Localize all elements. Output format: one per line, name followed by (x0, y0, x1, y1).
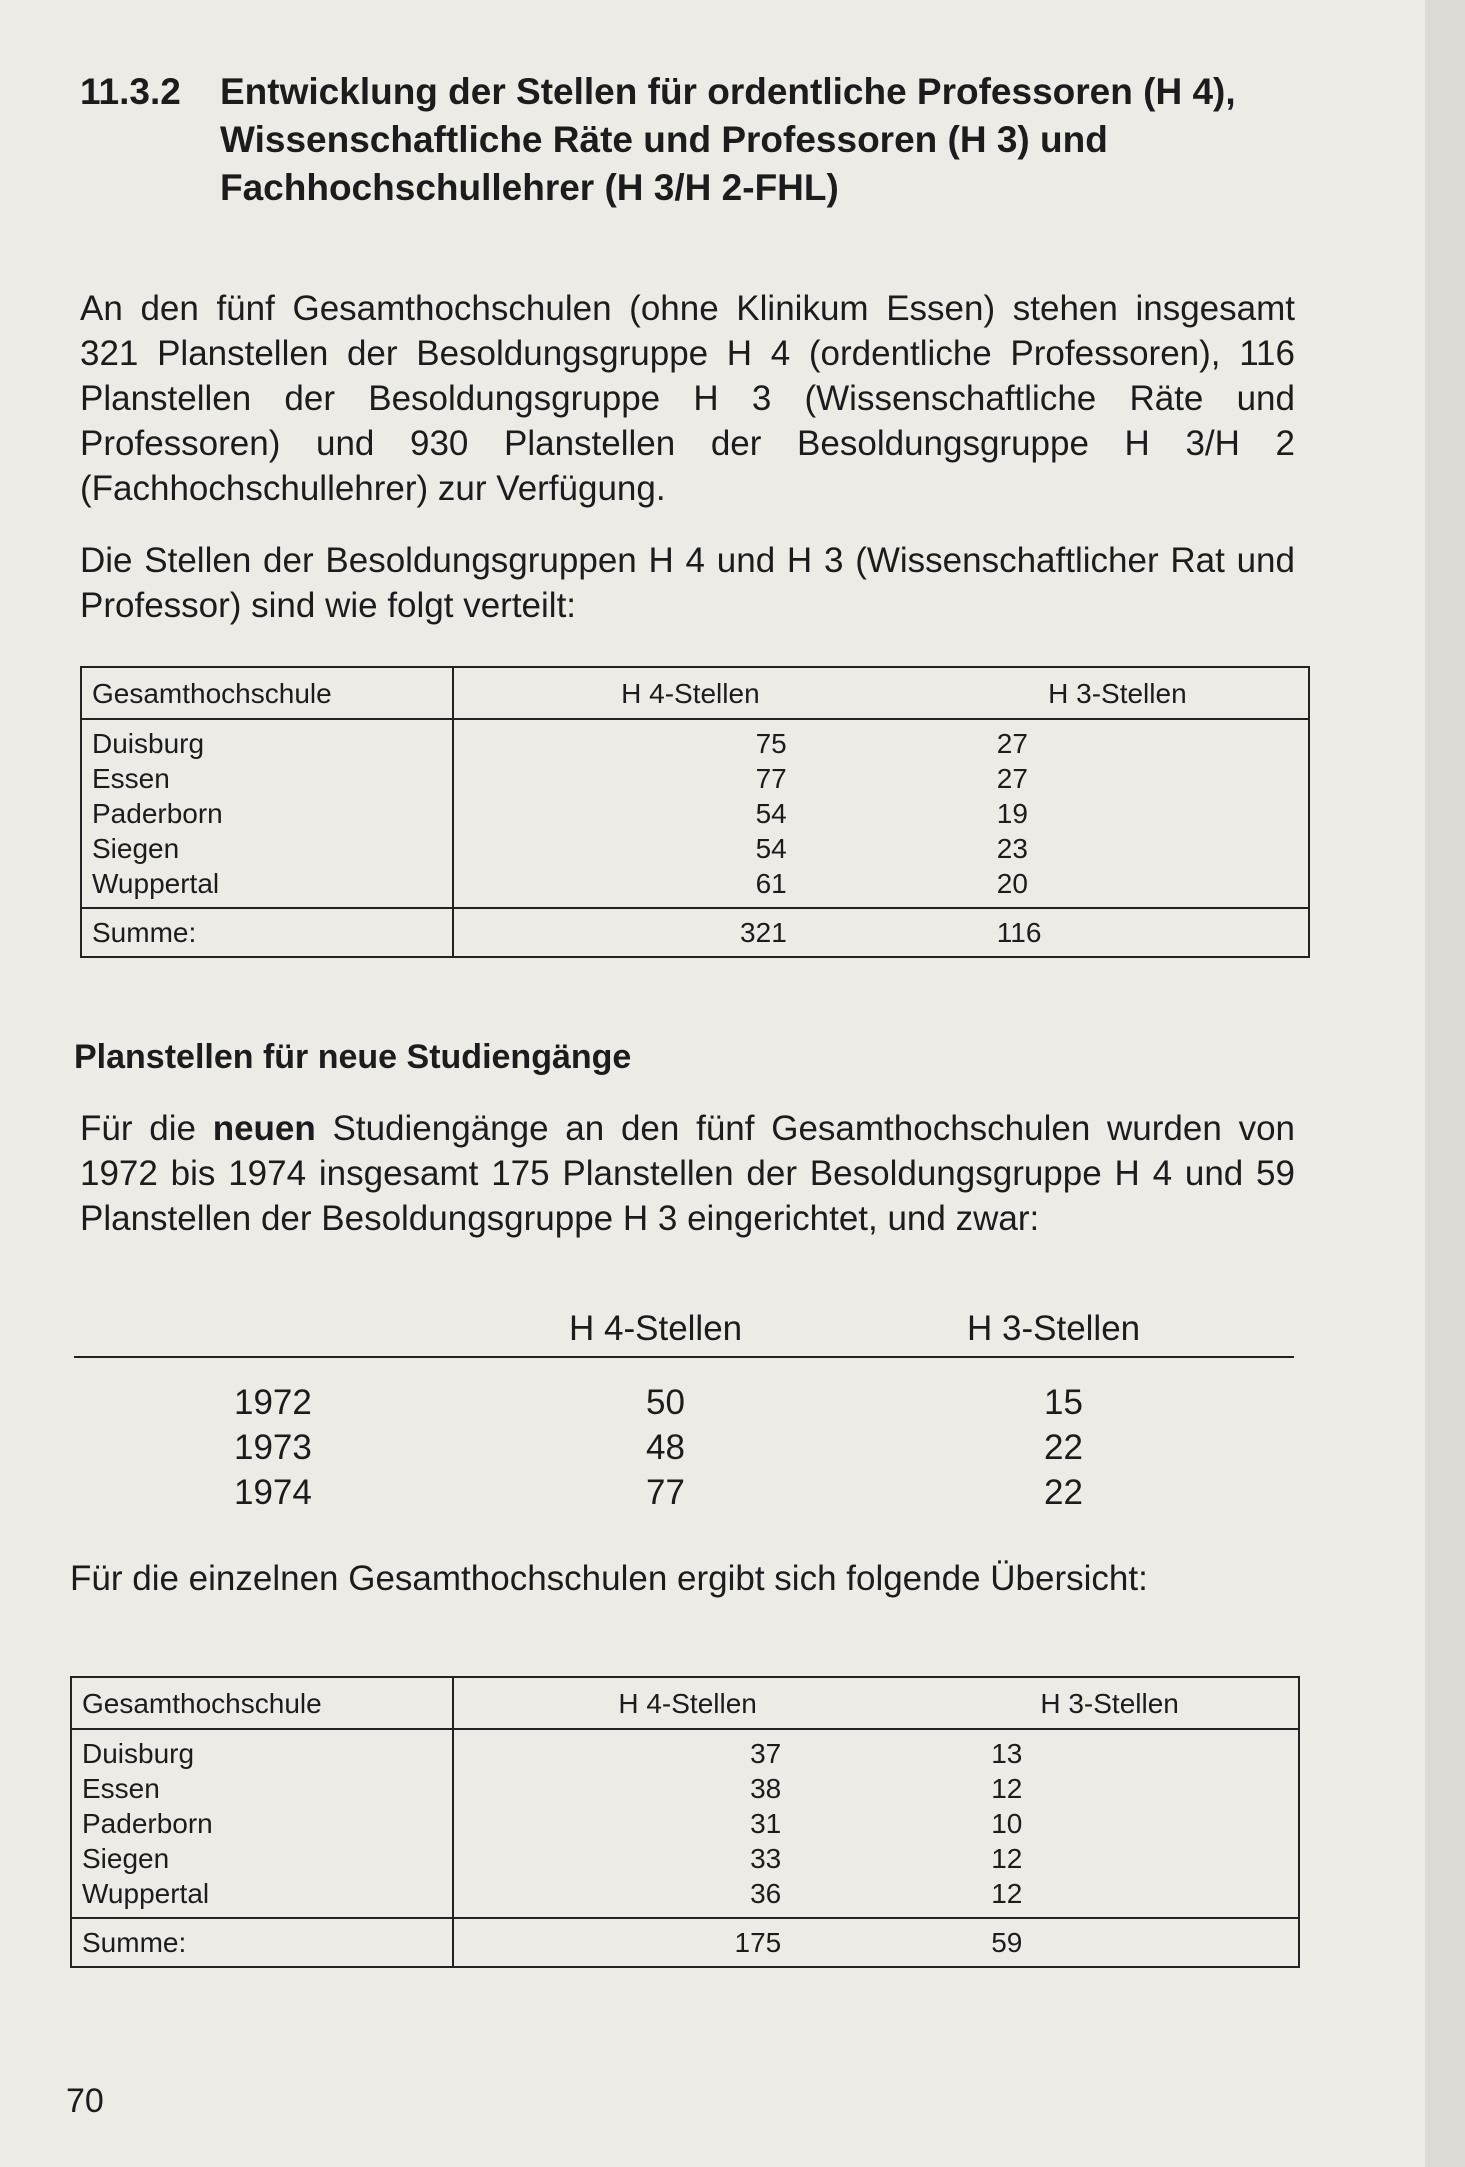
school-name: Essen (82, 1773, 160, 1804)
h3-values-cell (921, 1729, 1299, 1918)
h4-value: 75 (755, 728, 787, 759)
h3-value: 23 (996, 833, 1028, 864)
years-column (234, 1380, 312, 1515)
school-name: Duisburg (92, 728, 205, 759)
table-sum-row (81, 908, 1309, 957)
year-label: 1972 (234, 1383, 312, 1422)
subheading-neue-studiengaenge: Planstellen für neue Studiengänge (74, 1038, 632, 1076)
h4-value: 31 (750, 1808, 782, 1839)
h4-value: 61 (755, 868, 787, 899)
table-body-row (71, 1729, 1299, 1918)
years-h3-column (1044, 1380, 1083, 1515)
h4-value: 36 (750, 1878, 782, 1909)
year-h4-value: 77 (646, 1473, 685, 1512)
sum-h3: 59 (921, 1918, 1299, 1967)
h3-value: 12 (991, 1773, 1023, 1804)
column-header-h4: H 4-Stellen (453, 667, 927, 719)
year-label: 1974 (234, 1473, 312, 1512)
years-header-h3: H 3-Stellen (967, 1309, 1141, 1348)
h3-value: 27 (996, 763, 1028, 794)
h4-value: 37 (750, 1738, 782, 1769)
year-h4-value: 48 (646, 1428, 685, 1467)
column-header-gesamthochschule: Gesamthochschule (81, 667, 453, 719)
years-header-h4: H 4-Stellen (569, 1309, 743, 1348)
new-text-post: Studiengänge an den fünf Gesamthochschulen wurden von 1972 bis 1974 insgesamt 175 Planstellen der Besoldungsgruppe H 4 und 59 Planstellen der Besoldungsgruppe H 3 eingerichtet, und zwar: (80, 1109, 1296, 1238)
year-h4-value: 50 (646, 1383, 685, 1422)
h3-value: 12 (991, 1843, 1023, 1874)
school-name: Siegen (82, 1843, 170, 1874)
h4-value: 33 (750, 1843, 782, 1874)
school-name: Paderborn (82, 1808, 213, 1839)
sum-label: Summe: (71, 1918, 453, 1967)
school-name: Siegen (92, 833, 180, 864)
h3-value: 27 (996, 728, 1028, 759)
section-number: 11.3.2 (80, 71, 181, 112)
table-header-row (71, 1677, 1299, 1729)
column-header-gesamthochschule: Gesamthochschule (71, 1677, 453, 1729)
table-header-row (81, 667, 1309, 719)
column-header-h4: H 4-Stellen (453, 1677, 921, 1729)
h3-value: 13 (991, 1738, 1023, 1769)
new-text-bold: neuen (212, 1109, 316, 1148)
new-text-pre: Für die (80, 1109, 213, 1148)
h3-value: 19 (996, 798, 1028, 829)
column-header-h3: H 3-Stellen (927, 667, 1309, 719)
school-name: Essen (92, 763, 170, 794)
table-sum-row (71, 1918, 1299, 1967)
years-h4-column (646, 1380, 685, 1515)
h4-value: 54 (755, 798, 787, 829)
sum-h4: 321 (453, 908, 927, 957)
overview-paragraph (70, 1556, 1285, 1601)
h3-values-cell (927, 719, 1309, 908)
distribution-text: Die Stellen der Besoldungsgruppen H 4 und H 3 (Wissenschaftlicher Rat und Professor) sind wie folgt verteilt: (80, 541, 1295, 625)
section-title: Entwicklung der Stellen für ordentliche Professoren (H 4), Wissenschaftliche Räte und Professoren (H 3) und Fachhochschullehrer (H 3/H 2-FHL) (220, 71, 1236, 208)
h4-value: 77 (755, 763, 787, 794)
school-name: Paderborn (92, 798, 223, 829)
h4-values-cell (453, 719, 927, 908)
h4-value: 54 (755, 833, 787, 864)
distribution-paragraph (80, 538, 1295, 628)
intro-text: An den fünf Gesamthochschulen (ohne Klinikum Essen) stehen insgesamt 321 Planstellen der Besoldungsgruppe H 4 (ordentliche Professoren), 116 Planstellen der Besoldungsgruppe H 3 (Wissenschaftliche Räte und Professoren) und 930 Planstellen der Besoldungsgruppe H 3/H 2 (Fachhochschullehrer) zur Verfügung. (80, 289, 1295, 508)
years-header-rule (74, 1356, 1294, 1358)
school-name: Duisburg (82, 1738, 195, 1769)
overview-text: Für die einzelnen Gesamthochschulen ergibt sich folgende Übersicht: (70, 1559, 1148, 1598)
year-h3-value: 22 (1044, 1473, 1083, 1512)
stellen-verteilung-table (80, 666, 1310, 958)
neue-stellen-table (70, 1676, 1300, 1968)
year-h3-value: 22 (1044, 1428, 1083, 1467)
h3-value: 20 (996, 868, 1028, 899)
h4-values-cell (453, 1729, 921, 1918)
intro-paragraph (80, 286, 1295, 511)
sum-h4: 175 (453, 1918, 921, 1967)
school-names-cell (81, 719, 453, 908)
new-programs-paragraph (80, 1106, 1295, 1241)
page-edge (1425, 0, 1465, 2167)
column-header-h3: H 3-Stellen (921, 1677, 1299, 1729)
page-number: 70 (66, 2082, 104, 2120)
sum-h3: 116 (927, 908, 1309, 957)
h3-value: 10 (991, 1808, 1023, 1839)
school-name: Wuppertal (82, 1878, 210, 1909)
h3-value: 12 (991, 1878, 1023, 1909)
school-name: Wuppertal (92, 868, 220, 899)
sum-label: Summe: (81, 908, 453, 957)
school-names-cell (71, 1729, 453, 1918)
table-body-row (81, 719, 1309, 908)
h4-value: 38 (750, 1773, 782, 1804)
year-label: 1973 (234, 1428, 312, 1467)
year-h3-value: 15 (1044, 1383, 1083, 1422)
